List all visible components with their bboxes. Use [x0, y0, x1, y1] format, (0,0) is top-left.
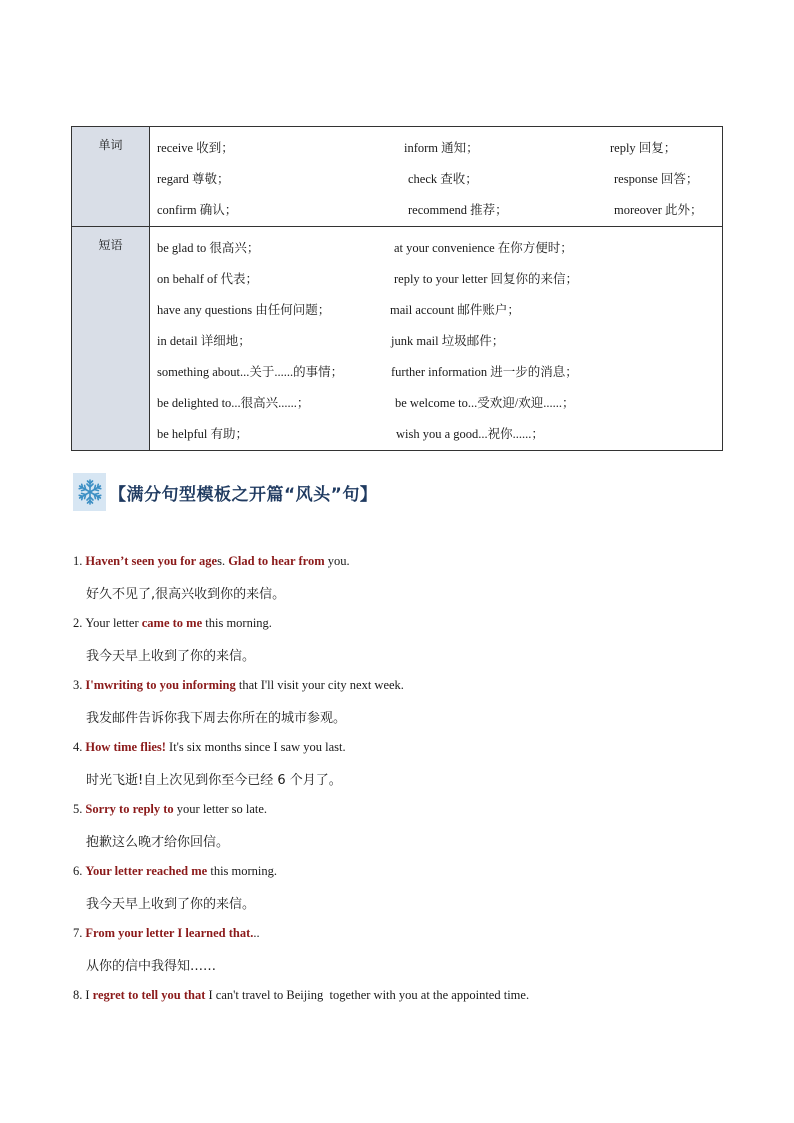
phrase-line [150, 231, 722, 262]
key-phrase: I'mwriting to you informing [85, 678, 236, 692]
sentence-translation: 从你的信中我得知…… [86, 959, 217, 974]
sentence-item [73, 546, 753, 577]
word-line [150, 131, 722, 162]
word-line [150, 193, 722, 224]
sentence-text: I [85, 988, 93, 1002]
word-line [150, 162, 722, 193]
sentence-number: 5. [73, 802, 83, 816]
key-phrase: regret to tell you that [92, 988, 206, 1002]
words-row [72, 127, 722, 227]
sentence-translation: 好久不见了,很高兴收到你的来信。 [86, 587, 286, 602]
sentence-number: 3. [73, 678, 83, 692]
sentence-number: 4. [73, 740, 83, 754]
phrase-cell: something about...关于......的事情； [157, 364, 344, 379]
sentence-translation: 我今天早上收到了你的来信。 [86, 897, 256, 912]
phrase-cell: be delighted to...很高兴......； [157, 395, 310, 410]
key-phrase: Your letter reached me [85, 864, 208, 878]
phrase-cell: further information 进一步的消息； [391, 364, 578, 379]
phrases-row [72, 227, 722, 450]
phrase-line [150, 355, 722, 386]
word-cell: moreover 此外； [614, 202, 703, 217]
section-title: 【满分句型模板之开篇“风头”句】 [109, 484, 378, 505]
sentence-item [73, 980, 753, 1011]
sentence-translation: 我发邮件告诉你我下周去你所在的城市参观。 [86, 711, 347, 726]
key-phrase: Glad to hear from [228, 554, 325, 568]
phrase-cell: on behalf of 代表； [157, 271, 259, 286]
words-label: 单词 [72, 127, 150, 226]
sentence-item [73, 794, 753, 825]
sentence-number: 8. [73, 988, 83, 1002]
word-cell: regard 尊敬； [157, 171, 230, 186]
phrase-line [150, 324, 722, 355]
phrase-cell: mail account 邮件账户； [390, 302, 520, 317]
sentence-text: .. [253, 926, 260, 940]
sentence-item [73, 856, 753, 887]
sentence-item [73, 608, 753, 639]
phrase-cell: be welcome to...受欢迎/欢迎......； [395, 395, 575, 410]
sentence-text: that I'll visit your city next week. [235, 678, 404, 692]
sentence-list [73, 546, 753, 1011]
word-cell: response 回答； [614, 171, 699, 186]
word-cell: confirm 确认； [157, 202, 238, 217]
vocabulary-table [71, 126, 723, 451]
phrase-cell: junk mail 垃圾邮件； [391, 333, 505, 348]
sentence-item [73, 732, 753, 763]
sentence-text: this morning. [202, 616, 272, 630]
word-cell: check 查收； [408, 171, 478, 186]
phrase-cell: be glad to 很高兴； [157, 240, 260, 255]
key-phrase: Haven’t seen you for age [85, 554, 218, 568]
word-cell: inform 通知； [404, 140, 479, 155]
sentence-number: 2. [73, 616, 83, 630]
phrases-label: 短语 [72, 227, 150, 450]
phrase-cell: be helpful 有助； [157, 426, 248, 441]
phrase-line [150, 417, 722, 448]
words-cells [150, 127, 722, 226]
phrase-line [150, 293, 722, 324]
sentence-translation: 抱歉这么晚才给你回信。 [86, 835, 230, 850]
sentence-text: I can't travel to Beijing together with you at the appointed time. [205, 988, 530, 1002]
word-cell: receive 收到； [157, 140, 234, 155]
sentence-text: Your letter [85, 616, 142, 630]
sentence-item [73, 670, 753, 701]
sentence-translation: 时光飞逝!自上次见到你至今已经 6 个月了。 [86, 773, 342, 788]
key-phrase: How time flies! [85, 740, 166, 754]
key-phrase: came to me [141, 616, 203, 630]
phrase-cell: at your convenience 在你方便时； [394, 240, 573, 255]
sentence-item [73, 918, 753, 949]
phrase-cell: reply to your letter 回复你的来信； [394, 271, 578, 286]
sentence-number: 7. [73, 926, 83, 940]
sentence-text: your letter so late. [173, 802, 268, 816]
key-phrase: From your letter I learned that. [85, 926, 254, 940]
sentence-text: you. [324, 554, 350, 568]
word-cell: reply 回复； [610, 140, 677, 155]
sentence-text: It's six months since I saw you last. [165, 740, 346, 754]
phrase-cell: have any questions 由任何问题； [157, 302, 331, 317]
snowflake-icon [73, 473, 106, 511]
phrase-cell: wish you a good...祝你......； [396, 426, 544, 441]
word-cell: recommend 推荐； [408, 202, 508, 217]
sentence-number: 1. [73, 554, 83, 568]
sentence-number: 6. [73, 864, 83, 878]
section-heading [73, 473, 377, 511]
phrase-line [150, 262, 722, 293]
sentence-text: this morning. [207, 864, 278, 878]
key-phrase: Sorry to reply to [85, 802, 174, 816]
phrases-cells [150, 227, 722, 450]
phrase-line [150, 386, 722, 417]
sentence-translation: 我今天早上收到了你的来信。 [86, 649, 256, 664]
sentence-text: s. [217, 554, 229, 568]
phrase-cell: in detail 详细地； [157, 333, 251, 348]
